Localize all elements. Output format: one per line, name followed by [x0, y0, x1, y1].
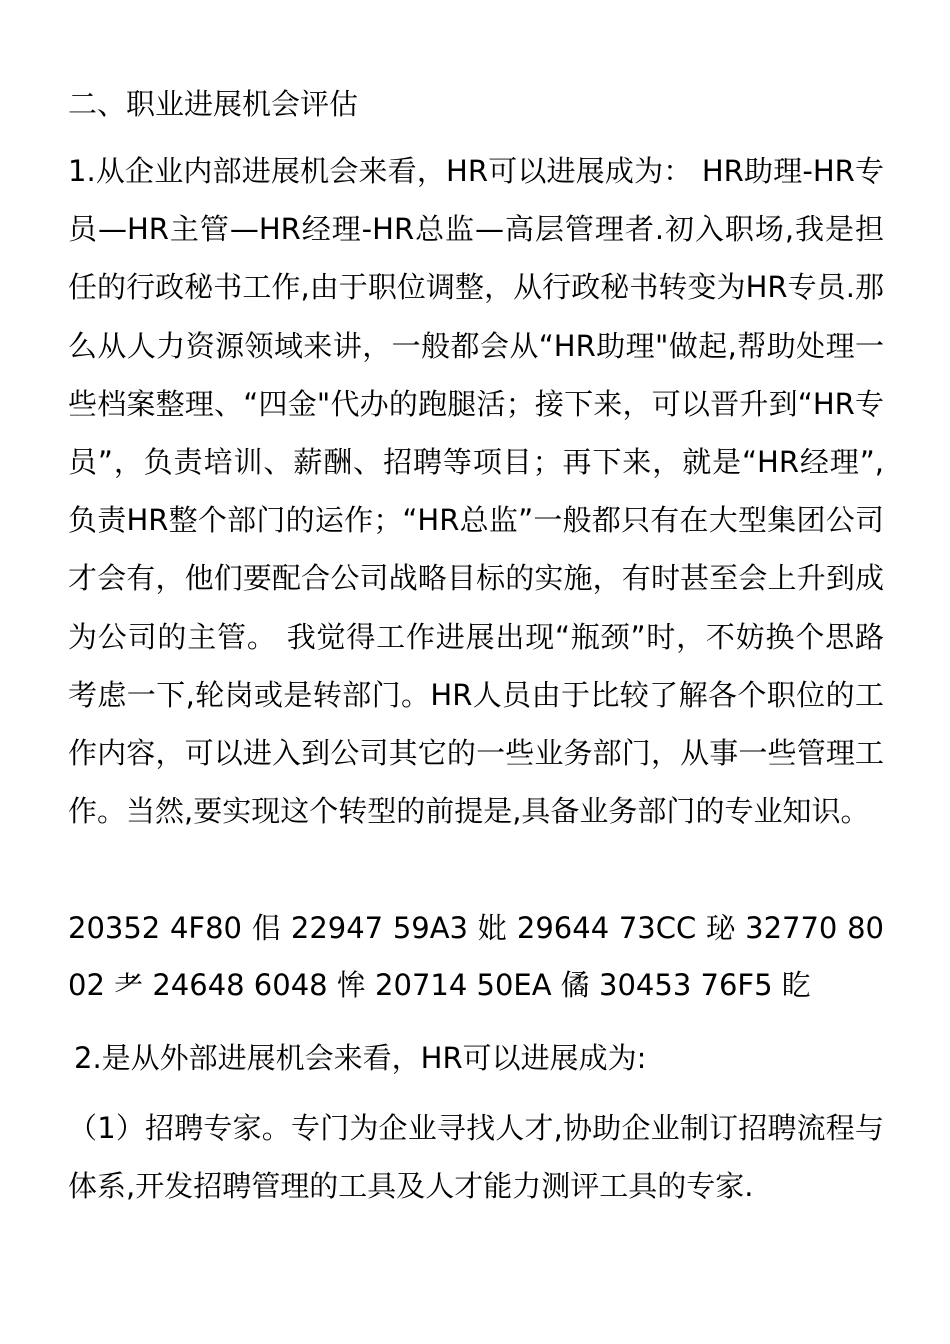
paragraph-internal-development: 1.从企业内部进展机会来看，HR可以进展成为： HR助理-HR专员—HR主管—HR经理-HR总监—高层管理者.初入职场,我是担任的行政秘书工作,由于职位调整，从行政秘书转变为HR专员.那么从人力资源领域来讲，一般都会从“HR助理"做起,帮助处理一些档案整理、“四金"代办的跑腿活；接下来，可以晋升到“HR专员”，负责培训、薪酬、招聘等项目；再下来，就是“HR经理”,负责HR整个部门的运作；“HR总监”一般都只有在大型集团公司才会有，他们要配合公司战略目标的实施，有时甚至会上升到成为公司的主管。 我觉得工作进展出现“瓶颈”时，不妨换个思路考虑一下,轮岗或是转部门。HR人员由于比较了解各个职位的工作内容，可以进入到公司其它的一些业务部门，从事一些管理工作。当然,要实现这个转型的前提是,具备业务部门的专业知识。 [68, 154, 884, 829]
paragraph-external-development: 2.是从外部进展机会来看，HR可以进展成为: [74, 1041, 647, 1075]
paragraph-code-sequence: 20352 4F80 佀 22947 59A3 妣 29644 73CC 珌 32770 8002 耂 24648 6048 恈 20714 50EA 僪 30453 76F5 盵 [68, 911, 884, 1002]
section-heading: 二、职业进展机会评估 [68, 87, 359, 121]
paragraph-recruitment-expert: （1）招聘专家。专门为企业寻找人才,协助企业制订招聘流程与体系,开发招聘管理的工具及人才能力测评工具的专家. [68, 1111, 884, 1204]
